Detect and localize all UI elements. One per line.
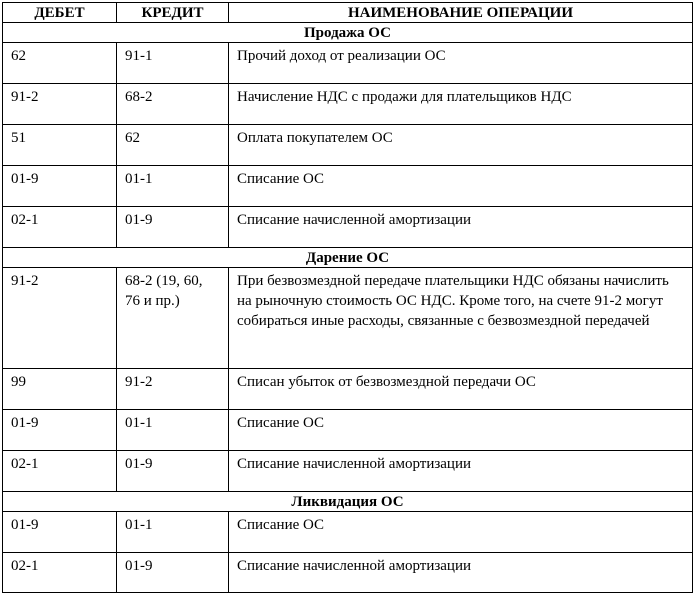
credit-cell: 91-2 xyxy=(117,369,229,410)
debit-cell: 02-1 xyxy=(3,553,117,593)
credit-cell: 68-2 (19, 60, 76 и пр.) xyxy=(117,268,229,369)
section-title: Ликвидация ОС xyxy=(3,492,693,512)
operation-cell: Оплата покупателем ОС xyxy=(229,125,693,166)
debit-cell: 02-1 xyxy=(3,207,117,248)
debit-cell: 01-9 xyxy=(3,410,117,451)
debit-cell: 62 xyxy=(3,43,117,84)
table-row xyxy=(3,451,693,492)
section-row-liquidation xyxy=(3,492,693,512)
operation-cell: Списание начисленной амортизации xyxy=(229,451,693,492)
table-row xyxy=(3,553,693,593)
table-row xyxy=(3,512,693,553)
credit-cell: 01-1 xyxy=(117,166,229,207)
table-row xyxy=(3,125,693,166)
credit-cell: 01-9 xyxy=(117,207,229,248)
operation-cell: Списание начисленной амортизации xyxy=(229,207,693,248)
credit-cell: 62 xyxy=(117,125,229,166)
operation-cell: При безвозмездной передаче плательщики НДС обязаны начислить на рыночную стоимость ОС НДС. Кроме того, на счете 91-2 могут собираться иные расходы, связанные с безвозмездной передачей xyxy=(229,268,693,369)
table-row xyxy=(3,410,693,451)
ledger-table xyxy=(2,2,693,593)
credit-cell: 01-9 xyxy=(117,451,229,492)
debit-cell: 51 xyxy=(3,125,117,166)
table-row xyxy=(3,166,693,207)
operation-cell: Списание начисленной амортизации xyxy=(229,553,693,593)
section-title: Дарение ОС xyxy=(3,248,693,268)
debit-cell: 99 xyxy=(3,369,117,410)
credit-cell: 01-9 xyxy=(117,553,229,593)
credit-cell: 01-1 xyxy=(117,410,229,451)
operation-cell: Списание ОС xyxy=(229,512,693,553)
section-row-sale xyxy=(3,23,693,43)
table-row xyxy=(3,369,693,410)
table-row xyxy=(3,207,693,248)
debit-cell: 02-1 xyxy=(3,451,117,492)
credit-cell: 91-1 xyxy=(117,43,229,84)
debit-cell: 01-9 xyxy=(3,166,117,207)
debit-cell: 01-9 xyxy=(3,512,117,553)
credit-cell: 01-1 xyxy=(117,512,229,553)
section-title: Продажа ОС xyxy=(3,23,693,43)
operation-header: НАИМЕНОВАНИЕ ОПЕРАЦИИ xyxy=(229,3,693,23)
operation-cell: Прочий доход от реализации ОС xyxy=(229,43,693,84)
header-row xyxy=(3,3,693,23)
table-row xyxy=(3,268,693,369)
section-row-gift xyxy=(3,248,693,268)
credit-header: КРЕДИТ xyxy=(117,3,229,23)
table-row xyxy=(3,43,693,84)
operation-cell: Списание ОС xyxy=(229,410,693,451)
operation-cell: Начисление НДС с продажи для плательщиков НДС xyxy=(229,84,693,125)
credit-cell: 68-2 xyxy=(117,84,229,125)
table-row xyxy=(3,84,693,125)
operation-cell: Списание ОС xyxy=(229,166,693,207)
debit-cell: 91-2 xyxy=(3,268,117,369)
debit-cell: 91-2 xyxy=(3,84,117,125)
debit-header: ДЕБЕТ xyxy=(3,3,117,23)
operation-cell: Списан убыток от безвозмездной передачи ОС xyxy=(229,369,693,410)
